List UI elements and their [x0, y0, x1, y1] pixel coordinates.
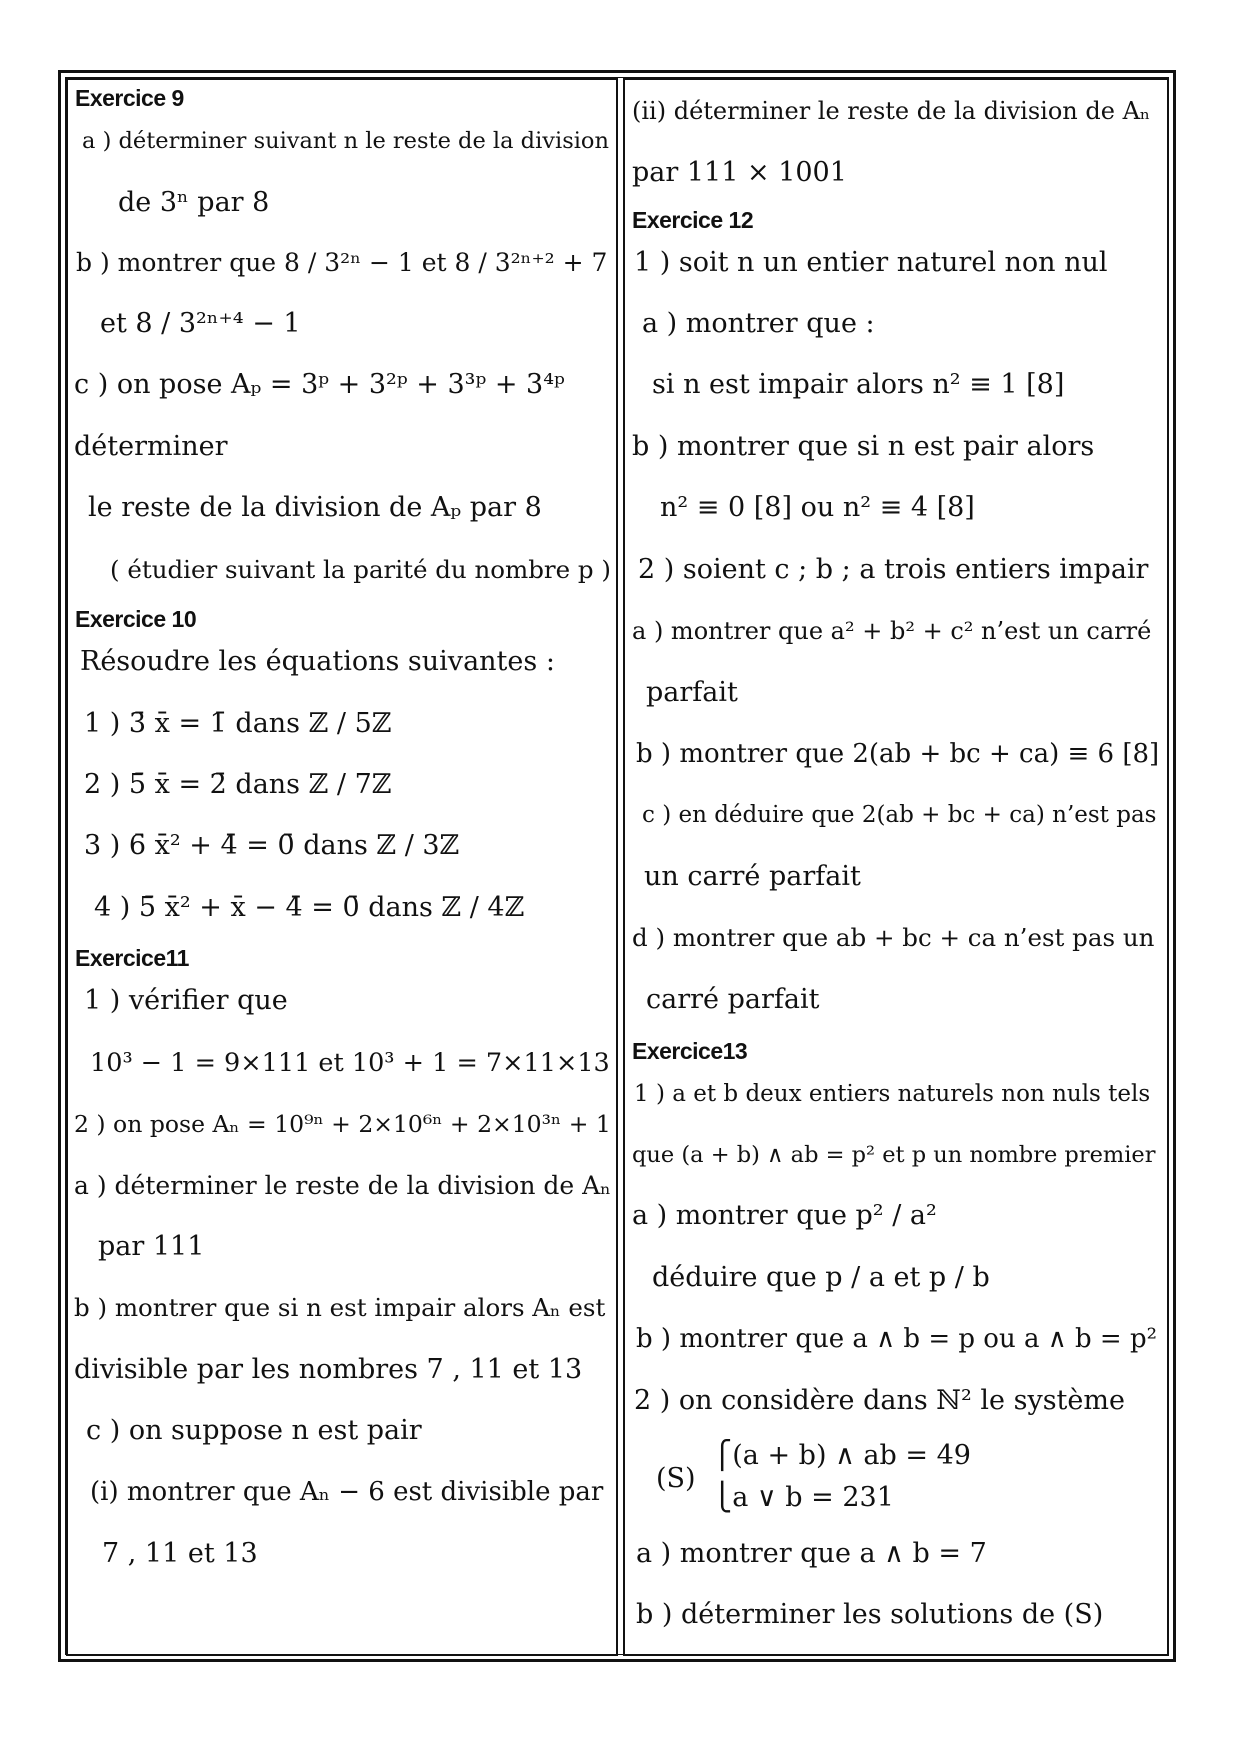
ex12-line: un carré parfait	[644, 861, 861, 892]
system-label: (S)	[656, 1463, 696, 1494]
ex9-line: b ) montrer que 8 / 3²ⁿ − 1 et 8 / 3²ⁿ⁺² + 7	[76, 248, 608, 277]
ex13-line: b ) déterminer les solutions de (S)	[636, 1599, 1104, 1630]
exercise-11-title: Exercice11	[75, 945, 189, 971]
ex13-line: que (a + b) ∧ ab = p² et p un nombre premier	[632, 1142, 1156, 1168]
ex11-line: 10³ − 1 = 9×111 et 10³ + 1 = 7×11×13	[90, 1048, 610, 1078]
ex13-line: 1 ) a et b deux entiers naturels non nuls tels	[634, 1081, 1151, 1107]
ex12-line: si n est impair alors n² ≡ 1 [8]	[652, 369, 1065, 400]
ex12-line: 1 ) soit n un entier naturel non nul	[634, 247, 1108, 278]
ex12-line: a ) montrer que :	[642, 308, 875, 339]
ex11-line: 7 , 11 et 13	[102, 1538, 258, 1569]
ex9-line: de 3ⁿ par 8	[118, 187, 270, 218]
ex11-line: (i) montrer que Aₙ − 6 est divisible par	[90, 1477, 604, 1507]
ex10-line: Résoudre les équations suivantes :	[80, 646, 555, 677]
ex9-line: le reste de la division de Aₚ par 8	[88, 492, 542, 523]
ex9-line: a ) déterminer suivant n le reste de la division	[82, 128, 609, 154]
ex9-line: ( étudier suivant la parité du nombre p )	[110, 555, 611, 584]
exercise-9-title: Exercice 9	[75, 85, 184, 111]
ex11-line: c ) on suppose n est pair	[86, 1415, 422, 1446]
ex10-line: 2 ) 5̄ x̄ = 2̄ dans ℤ / 7ℤ	[84, 769, 392, 800]
ex11-line: 2 ) on pose Aₙ = 10⁹ⁿ + 2×10⁶ⁿ + 2×10³ⁿ + 1	[74, 1110, 611, 1138]
ex9-line: c ) on pose Aₚ = 3ᵖ + 3²ᵖ + 3³ᵖ + 3⁴ᵖ	[74, 369, 565, 400]
ex10-line: 1 ) 3̄ x̄ = 1̄ dans ℤ / 5ℤ	[84, 708, 392, 739]
system-equation-1: ⎧(a + b) ∧ ab = 49	[712, 1440, 971, 1471]
ex12-line: b ) montrer que 2(ab + bc + ca) ≡ 6 [8]	[636, 739, 1160, 769]
ex12-line: c ) en déduire que 2(ab + bc + ca) n’est pas	[642, 802, 1157, 828]
ex12-line: n² ≡ 0 [8] ou n² ≡ 4 [8]	[660, 492, 975, 523]
ex11-line: divisible par les nombres 7 , 11 et 13	[74, 1354, 583, 1385]
ex13-line: 2 ) on considère dans ℕ² le système	[634, 1385, 1125, 1416]
ex9-line: déterminer	[74, 431, 228, 462]
exercise-10-title: Exercice 10	[75, 606, 197, 632]
ex11-line: b ) montrer que si n est impair alors Aₙ est	[74, 1293, 606, 1322]
ex11-line: a ) déterminer le reste de la division de Aₙ	[74, 1171, 611, 1200]
ex13-line: a ) montrer que a ∧ b = 7	[636, 1538, 987, 1569]
ex11-line: 1 ) vérifier que	[84, 985, 288, 1016]
ex11-cont-line: (ii) déterminer le reste de la division de Aₙ	[632, 97, 1151, 125]
ex10-line: 4 ) 5̄ x̄² + x̄ − 4̄ = 0̄ dans ℤ / 4ℤ	[94, 892, 525, 923]
exercise-13-title: Exercice13	[632, 1038, 748, 1064]
ex13-line: a ) montrer que p² / a²	[632, 1200, 937, 1231]
ex9-line: et 8 / 3²ⁿ⁺⁴ − 1	[100, 308, 301, 339]
ex12-line: d ) montrer que ab + bc + ca n’est pas un	[632, 923, 1155, 952]
ex12-line: a ) montrer que a² + b² + c² n’est un carré	[632, 617, 1152, 645]
ex11-cont-line: par 111 × 1001	[632, 157, 847, 188]
ex11-line: par 111	[98, 1231, 205, 1262]
ex13-line: b ) montrer que a ∧ b = p ou a ∧ b = p²	[636, 1324, 1158, 1354]
ex12-line: 2 ) soient c ; b ; a trois entiers impair	[638, 554, 1149, 585]
ex12-line: carré parfait	[646, 984, 820, 1015]
ex12-line: parfait	[646, 677, 738, 708]
system-equation-2: ⎩a ∨ b = 231	[712, 1482, 894, 1513]
ex12-line: b ) montrer que si n est pair alors	[632, 431, 1095, 462]
ex10-line: 3 ) 6̄ x̄² + 4̄ = 0̄ dans ℤ / 3ℤ	[84, 830, 460, 861]
ex13-line: déduire que p / a et p / b	[652, 1262, 990, 1293]
exercise-12-title: Exercice 12	[632, 207, 754, 233]
